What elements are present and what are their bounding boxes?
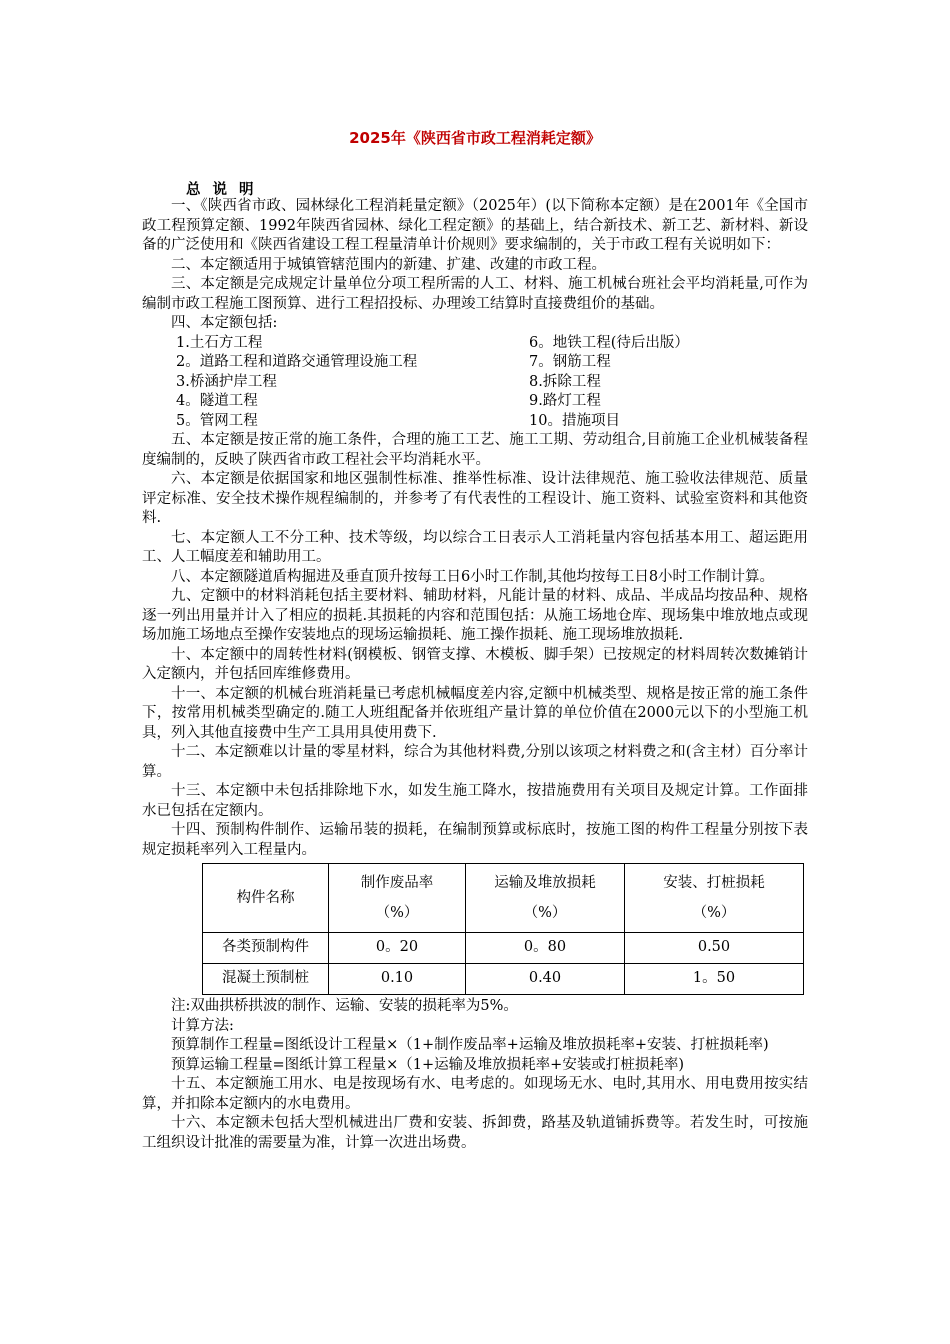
- paragraph: 预算运输工程量=图纸计算工程量×（1+运输及堆放损耗率+安装或打桩损耗率): [171, 1056, 684, 1073]
- table-header-cell: 制作废品率 （%）: [329, 864, 466, 933]
- table-row: [203, 933, 804, 964]
- table-cell: 1。50: [625, 964, 804, 995]
- document-title: 2025年《陕西省市政工程消耗定额》: [349, 129, 601, 147]
- table-cell: 0.40: [466, 964, 625, 995]
- table-header-row: [203, 864, 804, 933]
- list-item: 4。隧道工程: [176, 393, 258, 409]
- list-item: 5。管网工程: [176, 412, 258, 429]
- table-cell: 各类预制构件: [203, 933, 329, 964]
- paragraph: 八、本定额隧道盾构掘进及垂直顶升按每工日6小时工作制,其他均按每工日8小时工作制计算。: [171, 568, 775, 585]
- table-cell: 0.10: [329, 964, 466, 995]
- paragraph: 十一、本定额的机械台班消耗量已考虑机械幅度差内容,定额中机械类型、规格是按正常的施工条件下，按常用机械类型确定的.随工人班组配备并依班组产量计算的单位价值在2000元以下的小型施工机具，列入其他直接费中生产工具用具使用费下.: [142, 685, 808, 741]
- list-item: 7。钢筋工程: [529, 354, 611, 370]
- paragraph: 七、本定额人工不分工种、技术等级，均以综合工日表示人工消耗量内容包括基本用工、超运距用工、人工幅度差和辅助用工。: [142, 529, 808, 565]
- paragraph: 十二、本定额难以计量的零星材料，综合为其他材料费,分别以该项之材料费之和(含主材）百分率计算。: [142, 744, 808, 780]
- paragraph: 十三、本定额中未包括排除地下水，如发生施工降水，按措施费用有关项目及规定计算。工作面排水已包括在定额内。: [142, 783, 808, 819]
- list-item: 8.拆除工程: [529, 373, 601, 390]
- loss-rate-table: [202, 863, 804, 995]
- list-item: 2。道路工程和道路交通管理设施工程: [176, 354, 418, 370]
- table-cell: 混凝土预制桩: [203, 964, 329, 995]
- paragraph: 十六、本定额未包括大型机械进出厂费和安装、拆卸费，路基及轨道铺拆费等。若发生时，可按施工组织设计批准的需要量为准，计算一次进出场费。: [142, 1115, 808, 1151]
- table-cell: 0.50: [625, 933, 804, 964]
- paragraph: 注:双曲拱桥拱波的制作、运输、安装的损耗率为5%。: [171, 998, 518, 1014]
- paragraph: 十五、本定额施工用水、电是按现场有水、电考虑的。如现场无水、电时,其用水、用电费用按实结算，并扣除本定额内的水电费用。: [142, 1076, 808, 1112]
- table-header-cell: 安装、打桩损耗 （%）: [625, 864, 804, 933]
- paragraph: 十、本定额中的周转性材料(钢模板、钢管支撑、木模板、脚手架）已按规定的材料周转次数摊销计入定额内，并包括回库维修费用。: [142, 646, 808, 682]
- table-cell: 0。20: [329, 933, 466, 964]
- table-row: [203, 964, 804, 995]
- paragraph: 六、本定额是依据国家和地区强制性标准、推举性标准、设计法律规范、施工验收法律规范、质量评定标准、安全技术操作规程编制的，并参考了有代表性的工程设计、施工资料、试验室资料和其他资料.: [142, 471, 808, 526]
- list-item: 9.路灯工程: [529, 393, 601, 409]
- scope-list: [142, 334, 808, 432]
- table-header-cell: 运输及堆放损耗 （%）: [466, 864, 625, 933]
- document-body: [142, 197, 808, 1153]
- paragraph: 十四、预制构件制作、运输吊装的损耗，在编制预算或标底时，按施工图的构件工程量分别按下表规定损耗率列入工程量内。: [142, 822, 808, 858]
- paragraph: 计算方法:: [171, 1017, 234, 1034]
- paragraph: 二、本定额适用于城镇管辖范围内的新建、扩建、改建的市政工程。: [171, 256, 606, 273]
- paragraph: 预算制作工程量=图纸设计工程量×（1+制作废品率+运输及堆放损耗率+安装、打桩损耗率): [171, 1037, 769, 1053]
- section-heading: 总说明: [186, 182, 266, 198]
- table-header-cell: 构件名称: [203, 864, 329, 933]
- list-item: 6。地铁工程(待后出版）: [529, 334, 689, 351]
- list-item: 3.桥涵护岸工程: [176, 373, 277, 390]
- list-item: 10。措施项目: [529, 412, 620, 429]
- table-cell: 0。80: [466, 933, 625, 964]
- paragraph: 一、《陕西省市政、园林绿化工程消耗量定额》（2025年）(以下简称本定额）是在2001年《全国市政工程预算定额、1992年陕西省园林、绿化工程定额》的基础上，结合新技术、新工艺、新材料、新设备的广泛使用和《陕西省建设工程工程量清单计价规则》要求编制的，关于市政工程有关说明如下：: [142, 198, 808, 253]
- paragraph: 五、本定额是按正常的施工条件，合理的施工工艺、施工工期、劳动组合,目前施工企业机械装备程度编制的，反映了陕西省市政工程社会平均消耗水平。: [142, 432, 808, 468]
- paragraph: 三、本定额是完成规定计量单位分项工程所需的人工、材料、施工机械台班社会平均消耗量,可作为编制市政工程施工图预算、进行工程招投标、办理竣工结算时直接费组价的基础。: [142, 276, 808, 312]
- paragraph: 四、本定额包括:: [171, 315, 278, 331]
- paragraph: 九、定额中的材料消耗包括主要材料、辅助材料，凡能计量的材料、成品、半成品均按品种、规格逐一列出用量并计入了相应的损耗.其损耗的内容和范围包括：从施工场地仓库、现场集中堆放地点或现场加施工场地点至操作安装地点的现场运输损耗、施工操作损耗、施工现场堆放损耗.: [142, 588, 808, 643]
- list-item: 1.土石方工程: [176, 334, 263, 351]
